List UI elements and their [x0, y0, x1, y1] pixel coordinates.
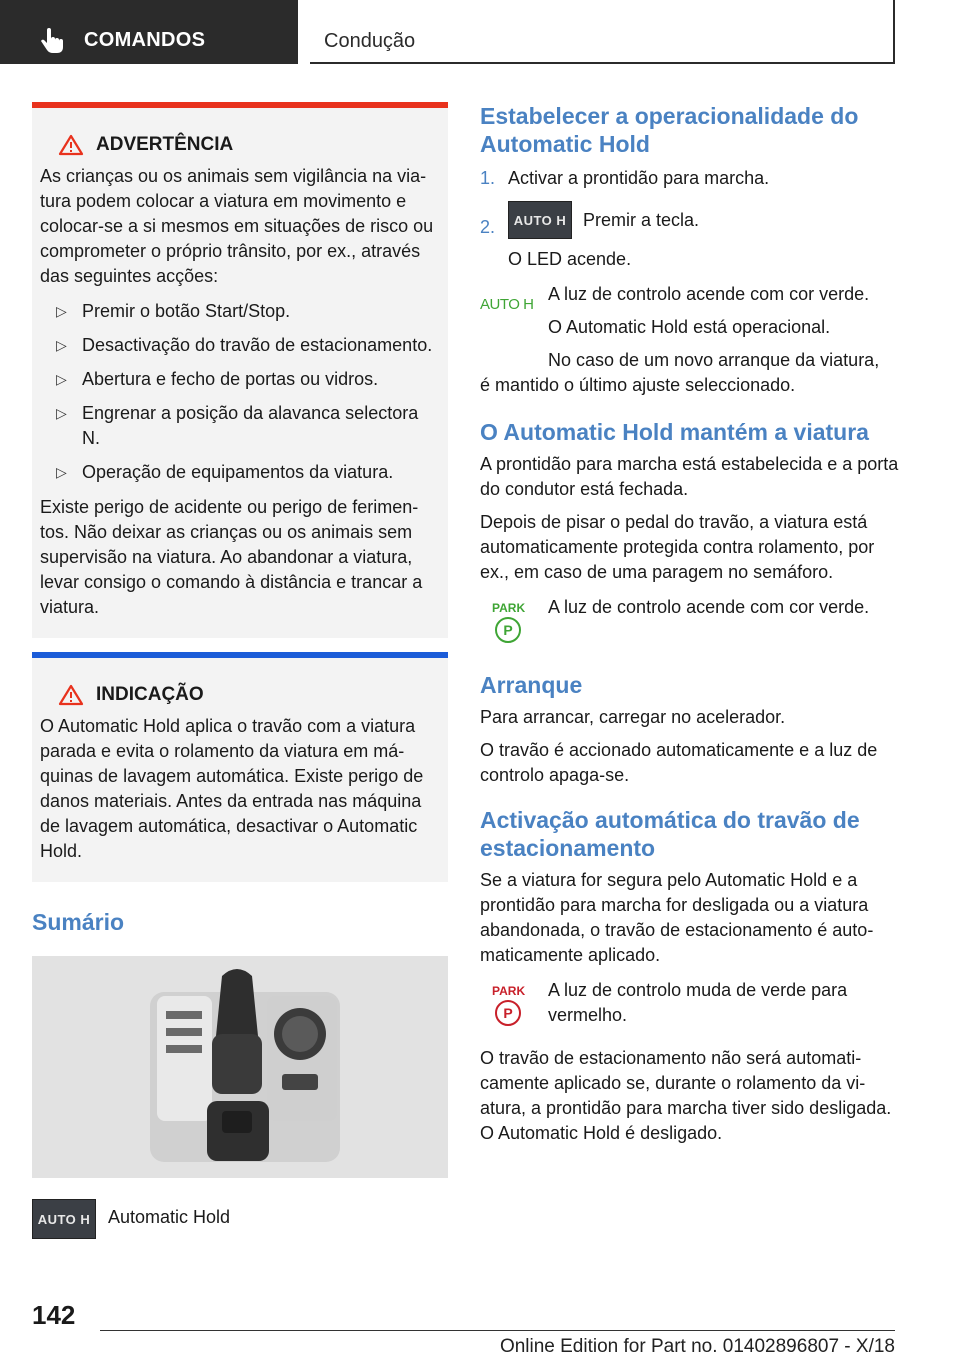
park-green-icon: PARK P	[480, 595, 548, 643]
start-paragraph: Para arrancar, carregar no acelerador.	[480, 707, 786, 727]
park-indicator-green	[480, 595, 900, 643]
section-tab	[0, 0, 298, 64]
park-red-icon: PARK P	[480, 978, 548, 1026]
step-number: 1.	[480, 168, 496, 188]
led-text: O LED acende.	[508, 249, 632, 269]
list-item: ▷ Operação de equipamentos da viatura.	[40, 460, 440, 485]
establish-heading: Estabelecer a operacionalidade do Automatic Hold	[480, 103, 859, 157]
warning-outro: Existe perigo de acidente ou perigo de ferimentos. Não deixar as crianças ou os animais sem supervisão na viatura. Ao abandonar a viatura, levar consigo o comando à distância e trancar a viatura.	[40, 497, 423, 617]
bullet-marker-icon: ▷	[56, 405, 67, 421]
warning-header	[58, 134, 440, 156]
start-heading: Arranque	[480, 672, 583, 698]
page-number: 142	[32, 1300, 76, 1330]
hand-pointer-icon	[40, 28, 66, 54]
note-text: O Automatic Hold aplica o travão com a viatura parada e evita o rolamento da viatura em máquinas de lavagem automática. Existe perigo de danos materiais. Antes da entrada nas máquina de lavagem automática, desactivar o Automatic Hold.	[40, 716, 424, 861]
note-title: INDICAÇÃO	[96, 684, 204, 705]
edition-text: Online Edition for Part no. 01402896807 - X/18	[499, 1336, 895, 1357]
auto-h-indicator-icon: AUTO H	[480, 296, 534, 313]
warning-list	[40, 299, 440, 485]
indicator-text: A luz de controlo muda de verde para vermelho.	[548, 980, 848, 1025]
establish-steps	[480, 166, 900, 239]
footer-divider	[100, 1330, 895, 1331]
park-indicator-red	[480, 978, 900, 1036]
caution-triangle-icon	[58, 684, 84, 706]
indicator-text: A luz de controlo acende com cor verde.	[548, 597, 870, 617]
list-item: ▷ Desactivação do travão de estacionamento.	[40, 333, 440, 358]
summary-heading: Sumário	[32, 909, 125, 935]
auto-park-paragraph: O travão de estacionamento não será automaticamente aplicado se, durante o rolamento da viatura, a prontidão para marcha tiver sido desligada. O Automatic Hold é desligado.	[480, 1048, 892, 1143]
list-item: 1. Activar a prontidão para marcha.	[480, 166, 900, 191]
auto-h-button-icon: AUTO H	[32, 1199, 96, 1239]
left-column	[32, 102, 448, 1239]
section-label: COMANDOS	[84, 29, 206, 51]
warning-triangle-icon	[58, 134, 84, 156]
summary-caption: Automatic Hold	[108, 1207, 231, 1227]
bullet-marker-icon: ▷	[56, 337, 67, 353]
indicator-text: O Automatic Hold está operacional.	[548, 317, 831, 337]
bullet-marker-icon: ▷	[56, 303, 67, 319]
holds-heading: O Automatic Hold mantém a viatura	[480, 419, 869, 445]
warning-box	[32, 102, 448, 638]
auto-h-indicator	[480, 282, 900, 373]
note-box	[32, 652, 448, 882]
bullet-marker-icon: ▷	[56, 464, 67, 480]
note-header	[58, 684, 440, 706]
holds-paragraph: Depois de pisar o pedal do travão, a viatura está automaticamente protegida contra rolamento, por ex., em caso de uma paragem no semáforo.	[480, 512, 875, 582]
auto-h-button-icon: AUTO H	[508, 201, 572, 239]
auto-park-paragraph: Se a viatura for segura pelo Automatic Hold e a prontidão para marcha for desligada ou a viatura abandonada, o travão de estacionamento é automaticamente aplicado.	[480, 870, 874, 965]
auto-park-heading: Activação automática do travão de estacionamento	[480, 807, 860, 861]
center-console-image	[32, 956, 448, 1178]
list-item: 2. AUTO H Premir a tecla.	[480, 199, 900, 239]
chapter-tab	[310, 0, 895, 64]
step-number: 2.	[480, 217, 496, 237]
indicator-text: No caso de um novo arranque da viatura,	[548, 350, 880, 370]
warning-title: ADVERTÊNCIA	[96, 134, 234, 155]
list-item: ▷ Abertura e fecho de portas ou vidros.	[40, 367, 440, 392]
right-column	[480, 102, 900, 1146]
start-paragraph: O travão é accionado automaticamente e a luz de controlo apaga-se.	[480, 740, 878, 785]
chapter-label: Condução	[324, 30, 416, 52]
holds-paragraph: A prontidão para marcha está estabelecida e a porta do condutor está fechada.	[480, 454, 899, 499]
establish-after: é mantido o último ajuste seleccionado.	[480, 375, 796, 395]
list-item: ▷ Premir o botão Start/Stop.	[40, 299, 440, 324]
bullet-marker-icon: ▷	[56, 371, 67, 387]
warning-intro: As crianças ou os animais sem vigilância na viatura podem colocar a viatura em movimento e colocar-se a si mesmos em situações de risco ou comprometer o próprio trânsito, por ex., através das seguintes acções:	[40, 166, 434, 286]
summary-caption-row	[32, 1199, 448, 1239]
indicator-text: A luz de controlo acende com cor verde.	[548, 284, 870, 304]
list-item: ▷ Engrenar a posição da alavanca selectora N.	[56, 403, 419, 448]
